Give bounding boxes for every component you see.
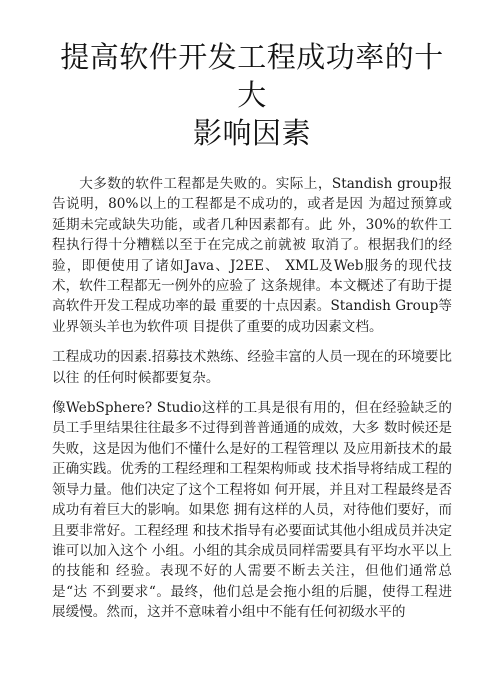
paragraph-intro: 大多数的软件工程都是失败的。实际上，Standish group报告说明，80%以上的工程都是不成功的，或者是因 为超过预算或延期未完或缺失功能，或者几种因素都有。此 外，30%的软件工程执行得十分糟糕以至于在完成之前就被 取消了。根据我们的经验，即便使用了诸如Java、J2EE、 XML及Web服务的现代技术，软件工程都无一例外的应验了 这条规律。本文概述了有助于提高软件开发工程成功率的最 重要的十点因素。Standish Group等业界领头羊也为软件项 目提供了重要的成功因素文档。	[52, 176, 452, 335]
document-title	[52, 38, 452, 152]
document-title-line-1: 提高软件开发工程成功率的十大	[60, 40, 444, 112]
paragraph-success-factors: 工程成功的因素.招募技术熟练、经验丰富的人员一现在的环境要比以往 的任何时候都要复杂。	[52, 349, 452, 386]
document-body	[52, 174, 452, 623]
paragraph-tools-and-staff: 像WebSphere? Studio这样的工具是很有用的，但在经验缺乏的员工手里结果往往最多不过得到普普通通的成效，大多 数时候还是失败，这是因为他们不懂什么是好的工程管理以 及应用新技术的最正确实践。优秀的工程经理和工程架构师或 技术指导将结成工程的领导力量。他们决定了这个工程将如 何开展，并且对工程最终是否成功有着巨大的影响。如果您 拥有这样的人员，对待他们要好，而且要非常好。工程经理 和技术指导有必要面试其他小组成员并决定谁可以加入这个 小组。小组的其余成员同样需要具有平均水平以上的技能和 经验。表现不好的人需要不断去关注，但他们通常总是“达 不到要求“。最终，他们总是会拖小组的后腿，使得工程进 展缓慢。然而，这并不意味着小组中不能有任何初级水平的	[52, 400, 452, 621]
document-title-line-2: 影响因素	[192, 116, 311, 150]
